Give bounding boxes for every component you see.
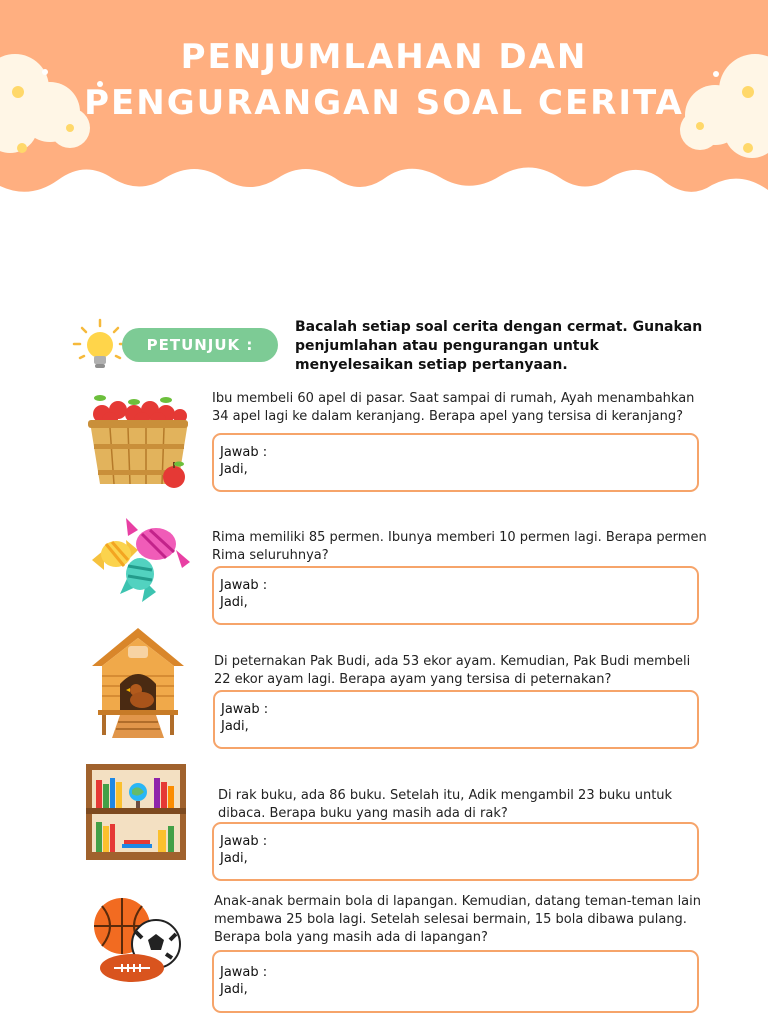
- answer-label: Jawab :: [220, 834, 268, 849]
- question-5-text: Anak-anak bermain bola di lapangan. Kemudian, datang teman-teman lain membawa 25 bola lagi. Setelah selesai bermain, 15 bola dibawa pulang. Berapa bola yang masih ada di lapangan?: [214, 894, 701, 945]
- balls-icon: [92, 896, 188, 990]
- result-label: Jadi,: [220, 851, 248, 866]
- result-label: Jadi,: [220, 462, 248, 477]
- answer-box-5[interactable]: [212, 950, 699, 1013]
- question-4-text: Di rak buku, ada 86 buku. Setelah itu, Adik mengambil 23 buku untuk dibaca. Berapa buku yang masih ada di rak?: [218, 788, 673, 821]
- answer-label: Jawab :: [221, 702, 269, 717]
- chicken-coop-icon: [90, 626, 186, 744]
- petunjuk-label: PETUNJUK :: [122, 328, 278, 362]
- answer-box-1[interactable]: [212, 433, 699, 492]
- header-banner: [0, 0, 768, 215]
- answer-box-2[interactable]: [212, 566, 699, 625]
- title-line-1: PENJUMLAHAN DAN: [180, 37, 588, 77]
- answer-label: Jawab :: [220, 578, 268, 593]
- result-label: Jadi,: [221, 719, 249, 734]
- result-label: Jadi,: [220, 982, 248, 997]
- title-line-2: PENGURANGAN SOAL CERITA: [84, 83, 684, 123]
- instruction-text: Bacalah setiap soal cerita dengan cermat. Gunakan penjumlahan atau pengurangan untuk menyelesaikan setiap pertanyaan.: [295, 319, 703, 373]
- question-2-text: Rima memiliki 85 permen. Ibunya memberi 10 permen lagi. Berapa permen Rima seluruhnya?: [212, 530, 707, 563]
- question-1-text: Ibu membeli 60 apel di pasar. Saat sampai di rumah, Ayah menambahkan 34 apel lagi ke dalam keranjang. Berapa apel yang tersisa di keranjang?: [212, 391, 695, 424]
- answer-label: Jawab :: [220, 445, 268, 460]
- bookshelf-icon: [86, 764, 186, 864]
- page-title: [0, 34, 768, 126]
- apple-basket-icon: [86, 392, 190, 494]
- lightbulb-icon: [70, 316, 130, 376]
- result-label: Jadi,: [220, 595, 248, 610]
- answer-box-3[interactable]: [213, 690, 699, 749]
- question-3-text: Di peternakan Pak Budi, ada 53 ekor ayam. Kemudian, Pak Budi membeli 22 ekor ayam lagi. Berapa ayam yang tersisa di peternakan?: [214, 654, 691, 687]
- candy-icon: [90, 512, 192, 608]
- answer-label: Jawab :: [220, 965, 268, 980]
- answer-box-4[interactable]: [212, 822, 699, 881]
